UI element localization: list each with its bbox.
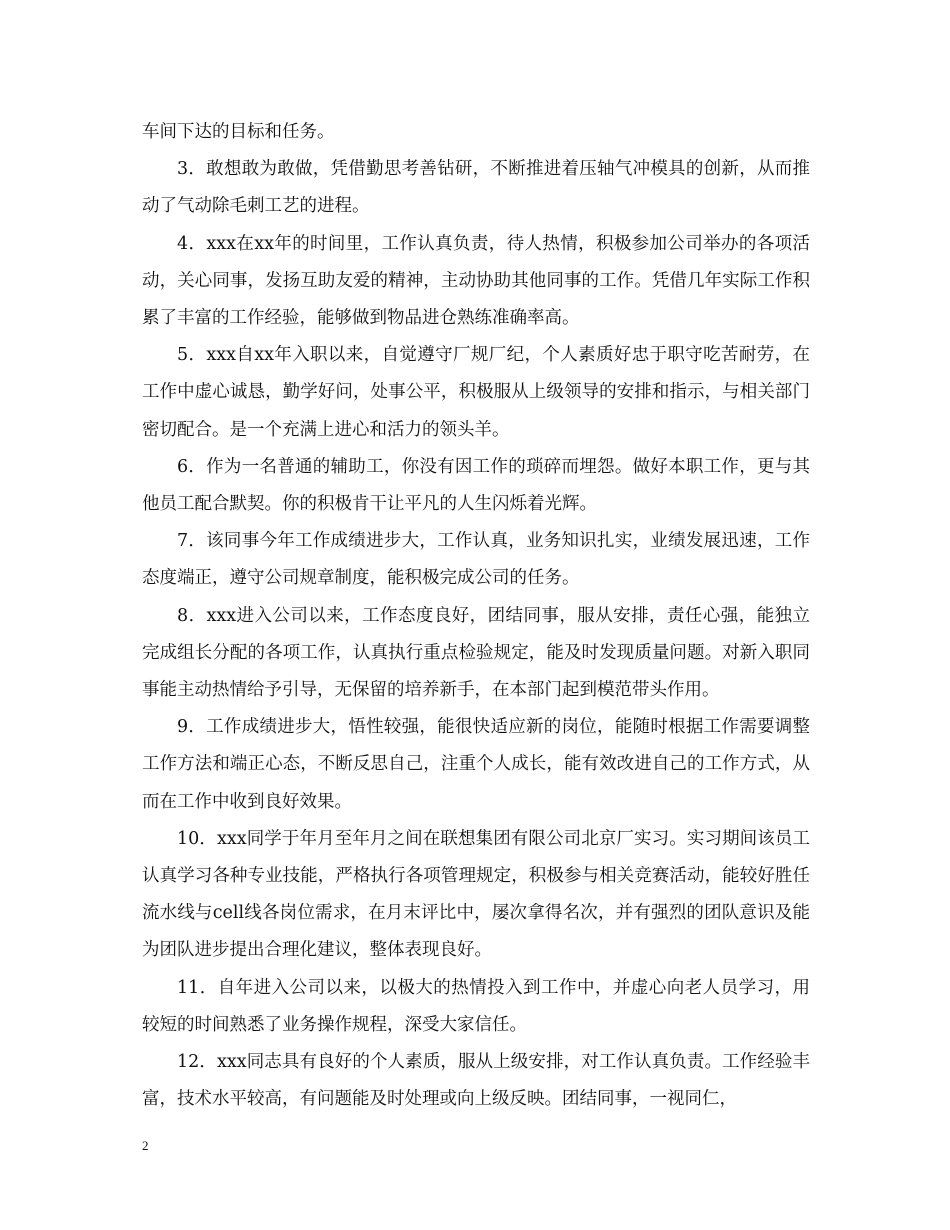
paragraph-item-12: 12．xxx同志具有良好的个人素质，服从上级安排，对工作认真负责。工作经验丰富，技术水平较高，有问题能及时处理或向上级反映。团结同事，一视同仁， <box>142 1052 810 1110</box>
paragraph-item-8: 8．xxx进入公司以来，工作态度良好，团结同事，服从安排，责任心强，能独立完成组长分配的各项工作，认真执行重点检验规定，能及时发现质量问题。对新入职同事能主动热情给予引导，无保留的培养新手，在本部门起到模范带头作用。 <box>142 605 810 701</box>
paragraph-item-10: 10．xxx同学于年月至年月之间在联想集团有限公司北京厂实习。实习期间该员工认真学习各种专业技能，严格执行各项管理规定，积极参与相关竞赛活动，能较好胜任流水线与cell线各岗位需求，在月末评比中，屡次拿得名次，并有强烈的团队意识及能为团队进步提出合理化建议，整体表现良好。 <box>142 828 810 961</box>
paragraph-item-7: 7．该同事今年工作成绩进步大，工作认真，业务知识扎实，业绩发展迅速，工作态度端正，遵守公司规章制度，能积极完成公司的任务。 <box>142 531 810 589</box>
page-number: 2 <box>142 1138 149 1153</box>
paragraph-item-11: 11．自年进入公司以来，以极大的热情投入到工作中，并虚心向老人员学习，用较短的时间熟悉了业务操作规程，深受大家信任。 <box>142 977 810 1035</box>
paragraph-item-5: 5．xxx自xx年入职以来，自觉遵守厂规厂纪，个人素质好忠于职守吃苦耐劳，在工作中虚心诚恳，勤学好问，处事公平，积极服从上级领导的安排和指示，与相关部门密切配合。是一个充满上进心和活力的领头羊。 <box>142 345 810 440</box>
paragraph-item-9: 9．工作成绩进步大，悟性较强，能很快适应新的岗位，能随时根据工作需要调整工作方法和端正心态，不断反思自己，注重个人成长，能有效改进自己的工作方式，从而在工作中收到良好效果。 <box>142 717 810 812</box>
document-body <box>142 114 810 1118</box>
paragraph-item-3: 3．敢想敢为敢做，凭借勤思考善钻研，不断推进着压轴气冲模具的创新，从而推动了气动除毛刺工艺的进程。 <box>142 159 810 217</box>
paragraph-item-6: 6．作为一名普通的辅助工，你没有因工作的琐碎而埋怨。做好本职工作，更与其他员工配合默契。你的积极肯干让平凡的人生闪烁着光辉。 <box>142 456 810 515</box>
paragraph-item-4: 4．xxx在xx年的时间里，工作认真负责，待人热情，积极参加公司举办的各项活动，关心同事，发扬互助友爱的精神，主动协助其他同事的工作。凭借几年实际工作积累了丰富的工作经验，能够做到物品进仓熟练准确率高。 <box>142 233 810 329</box>
paragraph-continuation: 车间下达的目标和任务。 <box>142 122 335 142</box>
